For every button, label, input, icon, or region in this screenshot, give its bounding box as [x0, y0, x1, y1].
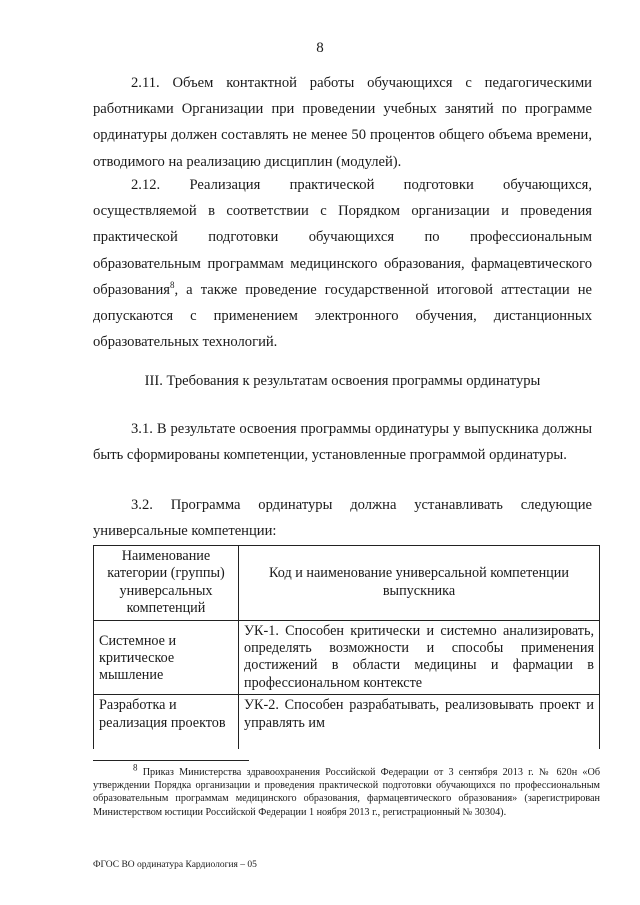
table-header-competence: Код и наименование универсальной компетенции выпускника — [239, 546, 600, 621]
paragraph-3-1 — [93, 416, 592, 468]
page-footer: ФГОС ВО ординатура Кардиология – 05 — [93, 860, 257, 870]
paragraph-3-1-text: 3.1. В результате освоения программы ординатуры у выпускника должны быть сформированы компетенции, установленные программой ординатуры. — [93, 421, 592, 464]
table-header-category: Наименование категории (группы) универсальных компетенций — [94, 546, 239, 621]
table-cell-category: Разработка и реализация проектов — [94, 695, 239, 750]
table-cell-category: Системное и критическое мышление — [94, 620, 239, 695]
footnote-reference[interactable]: 8 — [169, 279, 175, 290]
footnote — [93, 762, 600, 819]
page-number: 8 — [316, 40, 324, 56]
paragraph-2-12-text-after: , а также проведение государственной итоговой аттестации не допускаются с применением электронного обучения, дистанционных образовательных технологий. — [93, 281, 592, 351]
footnote-separator — [93, 760, 249, 761]
footnote-text: Приказ Министерства здравоохранения Российской Федерации от 3 сентября 2013 г. № 620н «Об утверждении Порядка организации и проведения практической подготовки обучающихся по профессиональным образовательным программам медицинского образования, фармацевтического образования» (зарегистрирован Министерством юстиции Российской Федерации 1 ноября 2013 г., регистрационный № 30304). — [93, 767, 600, 818]
table-cell-competence: УК-1. Способен критически и системно анализировать, определять возможности и способы применения достижений в области медицины и фармации в профессиональном контексте — [239, 620, 600, 695]
table-header-row — [94, 546, 600, 621]
competencies-table — [93, 545, 600, 749]
paragraph-2-11-text: 2.11. Объем контактной работы обучающихся с педагогическими работниками Организации при проведении учебных занятий по программе ординатуры должен составлять не менее 50 процентов общего объема времени, отводимого на реализацию дисциплин (модулей). — [93, 75, 592, 170]
table-row — [94, 620, 600, 695]
paragraph-3-2-text: 3.2. Программа ординатуры должна устанавливать следующие универсальные компетенции: — [93, 497, 592, 540]
table-row — [94, 695, 600, 750]
paragraph-2-12-text-before: 2.12. Реализация практической подготовки обучающихся, осуществляемой в соответствии с Порядком организации и проведения практической подготовки обучающихся по профессиональным образовательным программам медицинского образования, фармацевтического образования — [93, 177, 592, 298]
footnote-marker: 8 — [133, 762, 138, 773]
paragraph-2-11 — [93, 70, 592, 175]
section-heading: III. Требования к результатам освоения программы ординатуры — [144, 373, 541, 389]
paragraph-2-12 — [93, 172, 592, 355]
paragraph-3-2 — [93, 492, 592, 544]
table-cell-competence: УК-2. Способен разрабатывать, реализовывать проект и управлять им — [239, 695, 600, 750]
